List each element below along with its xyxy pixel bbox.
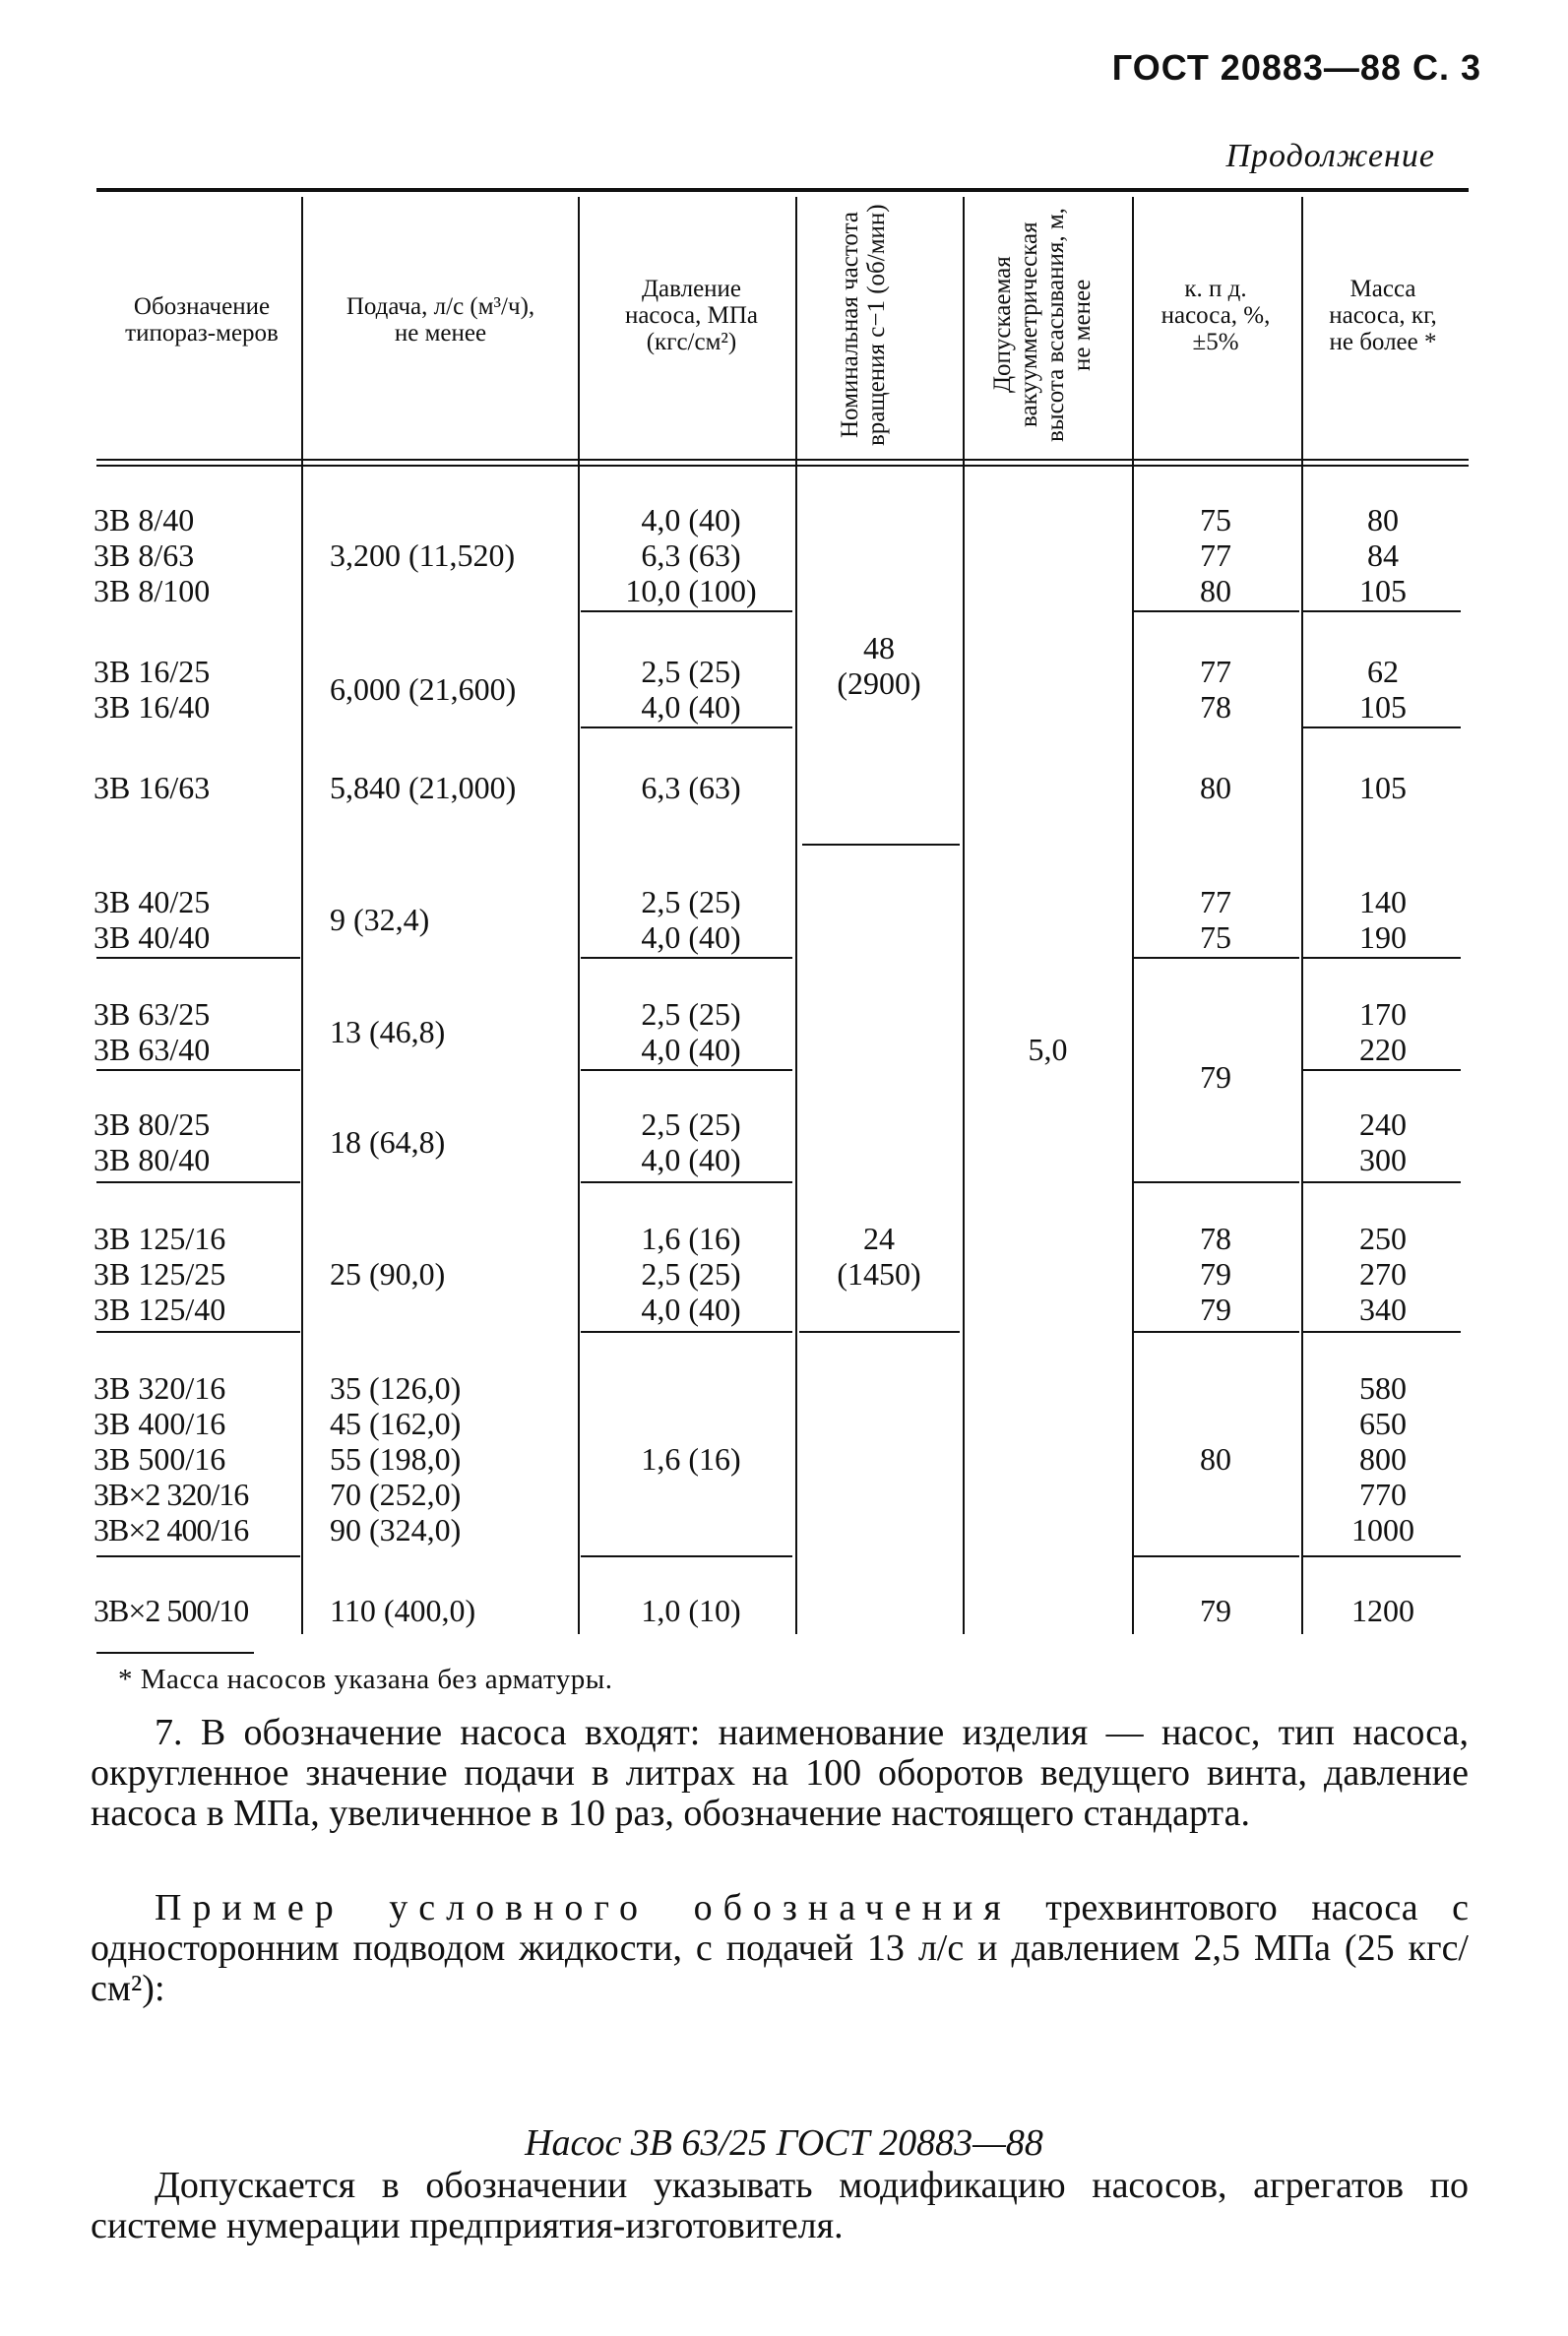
header-suction: Допускаемая вакуумметрическая высота всасывания, м, не менее bbox=[989, 208, 1096, 442]
final-paragraph: Допускается в обозначении указывать модификацию насосов, агрегатов по системе нумерации предприятия-изготовителя. bbox=[91, 2165, 1469, 2246]
col-divider-3 bbox=[795, 197, 797, 1634]
col-divider-5 bbox=[1132, 197, 1134, 1634]
row-rule bbox=[1303, 957, 1461, 959]
col-divider-2 bbox=[578, 197, 580, 1634]
frequency-24: 24 (1450) bbox=[837, 1221, 921, 1292]
pressure-cell: 4,0 (40) bbox=[641, 1292, 741, 1327]
type-cell: 3В 125/16 bbox=[94, 1221, 226, 1256]
col-divider-1 bbox=[301, 197, 303, 1634]
header-pressure: Давление насоса, МПа (кгс/см²) bbox=[624, 276, 759, 355]
row-rule bbox=[1303, 726, 1461, 728]
row-rule bbox=[96, 1331, 300, 1333]
type-cell: 3В 8/100 bbox=[94, 573, 211, 608]
flow-cell: 25 (90,0) bbox=[330, 1256, 446, 1292]
row-rule bbox=[1134, 1555, 1299, 1557]
row-rule bbox=[581, 610, 792, 612]
efficiency-cell: 75 bbox=[1200, 919, 1231, 955]
mass-cell: 580 bbox=[1359, 1370, 1407, 1406]
type-cell: 3В 16/63 bbox=[94, 770, 211, 805]
pressure-cell: 4,0 (40) bbox=[641, 502, 741, 537]
pressure-cell: 2,5 (25) bbox=[641, 1106, 741, 1142]
type-cell: 3В 320/16 bbox=[94, 1370, 226, 1406]
pressure-cell: 4,0 (40) bbox=[641, 689, 741, 725]
efficiency-cell: 78 bbox=[1200, 1221, 1231, 1256]
mass-cell: 1200 bbox=[1351, 1593, 1414, 1628]
type-cell: 3В 80/40 bbox=[94, 1142, 211, 1177]
row-rule bbox=[96, 1069, 300, 1071]
mass-cell: 140 bbox=[1359, 884, 1407, 919]
clause-7: 7. В обозначение насоса входят: наименование изделия — насос, тип насоса, округленное значение подачи в литрах на 100 оборотов ведущего винта, давление насоса в МПа, увеличенное в 10 раз, обозначение настоящего стандарта. bbox=[91, 1712, 1469, 1834]
row-rule bbox=[1303, 1331, 1461, 1333]
footnote-rule bbox=[96, 1652, 254, 1654]
type-cell: 3В 8/63 bbox=[94, 537, 195, 573]
type-cell: 3В 8/40 bbox=[94, 502, 195, 537]
row-rule bbox=[1303, 1069, 1461, 1071]
pressure-cell: 6,3 (63) bbox=[641, 770, 741, 805]
type-cell: 3В×2 400/16 bbox=[94, 1512, 249, 1547]
mass-cell: 190 bbox=[1359, 919, 1407, 955]
mass-cell: 84 bbox=[1367, 537, 1399, 573]
flow-cell: 3,200 (11,520) bbox=[330, 537, 516, 573]
type-cell: 3В 40/25 bbox=[94, 884, 211, 919]
header-flow: Подача, л/с (м³/ч), не менее bbox=[345, 293, 535, 347]
type-cell: 3В×2 500/10 bbox=[94, 1593, 249, 1628]
row-rule bbox=[581, 1555, 792, 1557]
efficiency-cell: 79 bbox=[1200, 1059, 1231, 1095]
pressure-cell: 4,0 (40) bbox=[641, 919, 741, 955]
row-rule bbox=[581, 1331, 792, 1333]
mass-cell: 800 bbox=[1359, 1441, 1407, 1477]
mass-cell: 770 bbox=[1359, 1477, 1407, 1512]
mass-cell: 62 bbox=[1367, 654, 1399, 689]
type-cell: 3В 63/40 bbox=[94, 1032, 211, 1067]
type-cell: 3В 16/40 bbox=[94, 689, 211, 725]
pressure-cell: 4,0 (40) bbox=[641, 1032, 741, 1067]
flow-cell: 9 (32,4) bbox=[330, 902, 430, 937]
flow-cell: 55 (198,0) bbox=[330, 1441, 462, 1477]
col-divider-6 bbox=[1301, 197, 1303, 1634]
type-cell: 3В 63/25 bbox=[94, 996, 211, 1032]
row-rule bbox=[802, 844, 960, 846]
header-frequency: Номинальная частота вращения с−1 (об/мин) bbox=[837, 204, 890, 446]
row-rule bbox=[1134, 1181, 1299, 1183]
pressure-cell: 1,6 (16) bbox=[641, 1441, 741, 1477]
flow-cell: 90 (324,0) bbox=[330, 1512, 462, 1547]
pressure-cell: 10,0 (100) bbox=[625, 573, 757, 608]
mass-cell: 270 bbox=[1359, 1256, 1407, 1292]
row-rule bbox=[581, 957, 792, 959]
flow-cell: 110 (400,0) bbox=[330, 1593, 476, 1628]
row-rule bbox=[1303, 1181, 1461, 1183]
row-rule bbox=[96, 957, 300, 959]
efficiency-cell: 77 bbox=[1200, 537, 1231, 573]
efficiency-cell: 77 bbox=[1200, 654, 1231, 689]
example-code: Насос 3В 63/25 ГОСТ 20883—88 bbox=[525, 2122, 1043, 2164]
mass-cell: 220 bbox=[1359, 1032, 1407, 1067]
efficiency-cell: 79 bbox=[1200, 1292, 1231, 1327]
pressure-cell: 2,5 (25) bbox=[641, 654, 741, 689]
efficiency-cell: 80 bbox=[1200, 770, 1231, 805]
mass-cell: 240 bbox=[1359, 1106, 1407, 1142]
row-rule bbox=[96, 1555, 300, 1557]
row-rule bbox=[1303, 610, 1461, 612]
efficiency-cell: 77 bbox=[1200, 884, 1231, 919]
row-rule bbox=[581, 1181, 792, 1183]
pressure-cell: 1,0 (10) bbox=[641, 1593, 741, 1628]
mass-cell: 105 bbox=[1359, 573, 1407, 608]
row-rule bbox=[1134, 1331, 1299, 1333]
pressure-cell: 2,5 (25) bbox=[641, 1256, 741, 1292]
mass-cell: 105 bbox=[1359, 689, 1407, 725]
pressure-cell: 2,5 (25) bbox=[641, 884, 741, 919]
header-type: Обозначение типораз-меров bbox=[125, 293, 279, 347]
mass-cell: 105 bbox=[1359, 770, 1407, 805]
type-cell: 3В 400/16 bbox=[94, 1406, 226, 1441]
pressure-cell: 4,0 (40) bbox=[641, 1142, 741, 1177]
row-rule bbox=[581, 726, 792, 728]
row-rule bbox=[581, 1069, 792, 1071]
efficiency-cell: 78 bbox=[1200, 689, 1231, 725]
mass-cell: 250 bbox=[1359, 1221, 1407, 1256]
row-rule bbox=[799, 1331, 960, 1333]
row-rule bbox=[96, 1181, 300, 1183]
row-rule bbox=[1134, 610, 1299, 612]
header-mass: Масса насоса, кг, не более * bbox=[1329, 276, 1437, 355]
efficiency-cell: 80 bbox=[1200, 1441, 1231, 1477]
efficiency-cell: 75 bbox=[1200, 502, 1231, 537]
document-reference: ГОСТ 20883—88 С. 3 bbox=[1111, 47, 1481, 88]
flow-cell: 35 (126,0) bbox=[330, 1370, 462, 1406]
mass-cell: 1000 bbox=[1351, 1512, 1414, 1547]
header-efficiency: к. п д. насоса, %, ±5% bbox=[1160, 276, 1271, 355]
flow-cell: 6,000 (21,600) bbox=[330, 671, 517, 707]
mass-cell: 340 bbox=[1359, 1292, 1407, 1327]
flow-cell: 45 (162,0) bbox=[330, 1406, 462, 1441]
type-cell: 3В×2 320/16 bbox=[94, 1477, 249, 1512]
type-cell: 3В 16/25 bbox=[94, 654, 211, 689]
flow-cell: 18 (64,8) bbox=[330, 1124, 446, 1160]
type-cell: 3В 500/16 bbox=[94, 1441, 226, 1477]
type-cell: 3В 125/25 bbox=[94, 1256, 226, 1292]
type-cell: 3В 80/25 bbox=[94, 1106, 211, 1142]
pressure-cell: 6,3 (63) bbox=[641, 537, 741, 573]
suction-height: 5,0 bbox=[1028, 1032, 1068, 1067]
flow-cell: 13 (46,8) bbox=[330, 1014, 446, 1049]
example-paragraph bbox=[91, 1888, 1469, 2009]
efficiency-cell: 79 bbox=[1200, 1593, 1231, 1628]
mass-cell: 300 bbox=[1359, 1142, 1407, 1177]
row-rule bbox=[1303, 1555, 1461, 1557]
continuation-label: Продолжение bbox=[1225, 138, 1435, 174]
flow-cell: 70 (252,0) bbox=[330, 1477, 462, 1512]
type-cell: 3В 125/40 bbox=[94, 1292, 226, 1327]
pressure-cell: 1,6 (16) bbox=[641, 1221, 741, 1256]
mass-cell: 170 bbox=[1359, 996, 1407, 1032]
flow-cell: 5,840 (21,000) bbox=[330, 770, 517, 805]
row-rule bbox=[1134, 957, 1299, 959]
pressure-cell: 2,5 (25) bbox=[641, 996, 741, 1032]
type-cell: 3В 40/40 bbox=[94, 919, 211, 955]
table-top-rule bbox=[96, 188, 1469, 192]
example-rest: трехвинтового насоса с односторонним подводом жидкости, с подачей 13 л/с и давлением 2,5 МПа (25 кгс/см²): bbox=[91, 1887, 1469, 2009]
mass-cell: 650 bbox=[1359, 1406, 1407, 1441]
efficiency-cell: 80 bbox=[1200, 573, 1231, 608]
mass-cell: 80 bbox=[1367, 502, 1399, 537]
frequency-48: 48 (2900) bbox=[837, 630, 921, 701]
col-divider-4 bbox=[963, 197, 965, 1634]
example-lead: Пример условного обозначения bbox=[155, 1887, 1012, 1928]
footnote: * Масса насосов указана без арматуры. bbox=[118, 1664, 613, 1695]
efficiency-cell: 79 bbox=[1200, 1256, 1231, 1292]
